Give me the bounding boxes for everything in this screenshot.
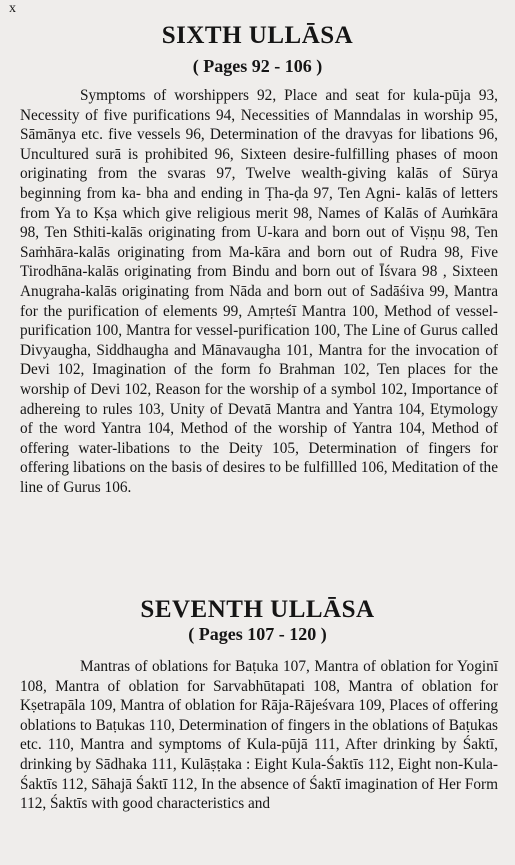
sixth-ullasa-pages: ( Pages 92 - 106 ) [192,56,323,76]
seventh-ullasa-body: Mantras of oblations for Baṭuka 107, Mantra of oblation for Yoginī 108, Mantra of oblation for Sarvabhūtapati 108, Mantra of oblation for Kṣetrapāla 109, Mantra of oblation for Rāja-Rājeśvara 109, Places of offering oblations to Baṭukas 110, Determination of fingers in the oblations of Baṭukas etc. 110, Mantra and symptoms of Kula-pūjā 111, After drinking by Śaktī, drinking by Sādhaka 111, Kulāṣṭaka : Eight Kula-Śaktīs 112, Eight non-Kula-Śaktīs 112, Sāhajā Śaktī 112, In the absence of Śaktī imagination of Her Form 112, Śaktīs with good characteristics and [20,658,498,813]
seventh-ullasa-pages: ( Pages 107 - 120 ) [188,624,327,644]
sixth-ullasa-heading: SIXTH ULLĀSA [161,22,354,49]
seventh-ullasa-heading: SEVENTH ULLĀSA [140,596,375,623]
page-number: x [9,1,16,16]
sixth-ullasa-body: Symptoms of worshippers 92, Place and seat for kula-pūja 93, Necessity of five purifications 94, Necessities of Manndalas in worship 95, Sāmānya etc. five vessels 96, Determination of the dravyas for libations 96, Uncultured surā is prohibited 96, Sixteen desire-fulfilling phases of moon originating from the svaras 97, Twelve wealth-giving kalās of Sūrya beginning from ka- bha and ending in Ṭha-ḍa 97, Ten Agni- kalās of letters from Ya to Kṣa which give religious merit 98, Names of Kalās of Auṁkāra 98, Ten Sthiti-kalās originating from U-kara and born out of Viṣṇu 98, Ten Saṁhāra-kalās originating from Ma-kāra and born out of Rudra 98, Five Tirodhāna-kalās originating from Bindu and born out of Īśvara 98 , Sixteen Anugraha-kalās originating from Nāda and born out of Sadāśiva 99, Mantra for the purification of elements 99, Amṛteśī Mantra 100, Method of vessel-purification 100, Mantra for vessel-purification 100, The Line of Gurus called Divyaugha, Siddhaugha and Mānavaugha 101, Mantra for the invocation of Devi 102, Imagination of the form fo Brahman 102, Ten places for the worship of Devi 102, Reason for the worship of a symbol 102, Importance of adhereing to rules 103, Unity of Devatā Mantra and Yantra 104, Etymology of the word Yantra 104, Method of the worship of Yantra 104, Method of offering water-libations to the Deity 105, Determination of fingers for offering libations on the basis of desires to be fulfillled 106, Meditation of the line of Gurus 106. [20,87,498,496]
